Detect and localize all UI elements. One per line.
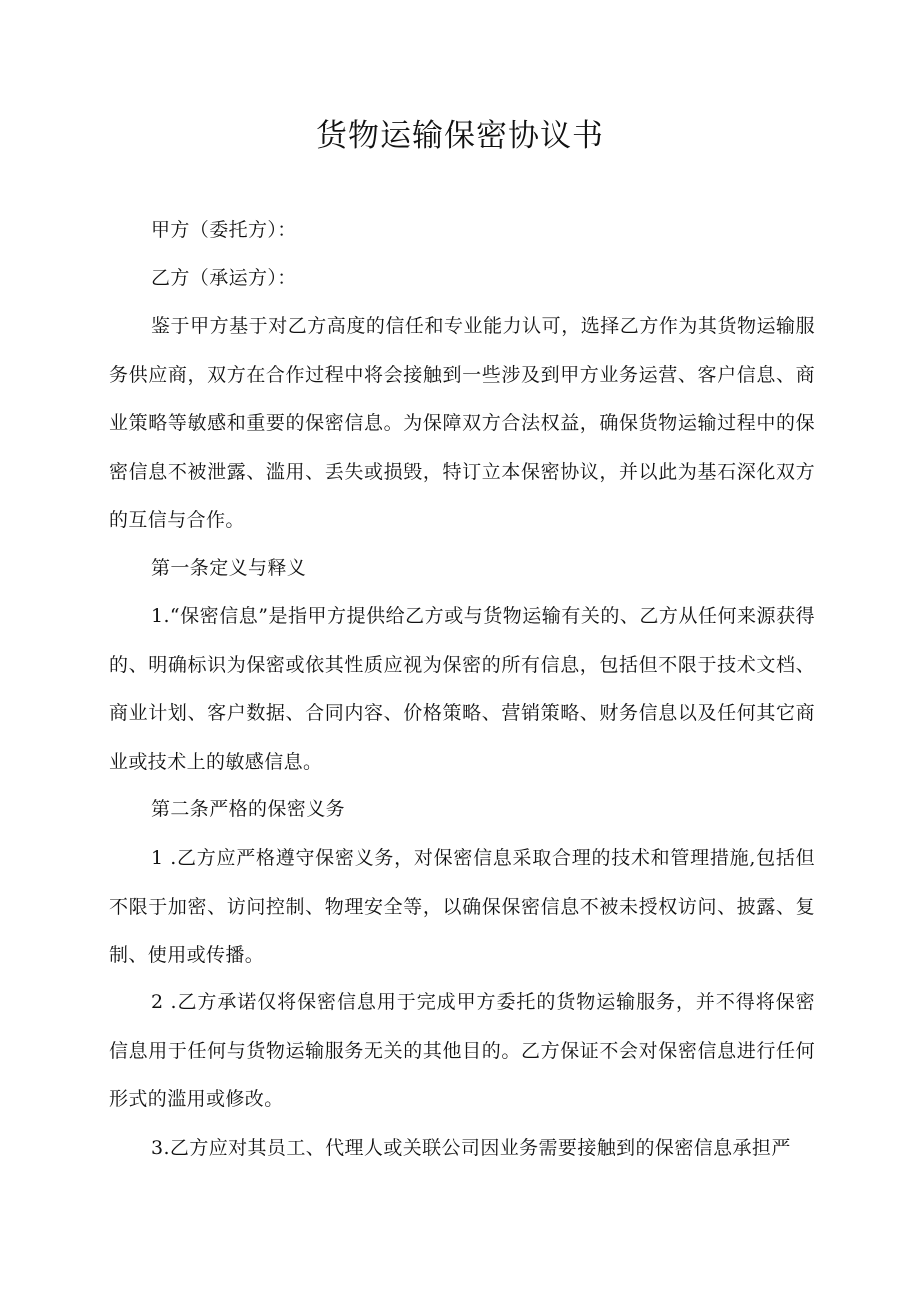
article-2-item-3: 3.乙方应对其员工、代理人或关联公司因业务需要接触到的保密信息承担严 bbox=[151, 1137, 791, 1159]
article-2-item-2: 2 .乙方承诺仅将保密信息用于完成甲方委托的货物运输服务，并不得将保密信息用于任何与货物运输服务无关的其他目的。乙方保证不会对保密信息进行任何形式的滥用或修改。 bbox=[109, 991, 815, 1110]
preamble-paragraph: 鉴于甲方基于对乙方高度的信任和专业能力认可，选择乙方作为其货物运输服务供应商，双方在合作过程中将会接触到一些涉及到甲方业务运营、客户信息、商业策略等敏感和重要的保密信息。为保障双方合法权益，确保货物运输过程中的保密信息不被泄露、滥用、丢失或损毁，特订立本保密协议，并以此为基石深化双方的互信与合作。 bbox=[109, 315, 815, 531]
article-2-heading: 第二条严格的保密义务 bbox=[151, 798, 346, 820]
party-b-line: 乙方（承运方）： bbox=[151, 267, 297, 289]
party-a-line: 甲方（委托方）： bbox=[151, 219, 297, 241]
article-1-item-1: 1.“保密信息”是指甲方提供给乙方或与货物运输有关的、乙方从任何来源获得的、明确标识为保密或依其性质应视为保密的所有信息，包括但不限于技术文档、商业计划、客户数据、合同内容、价格策略、营销策略、财务信息以及任何其它商业或技术上的敏感信息。 bbox=[109, 605, 815, 773]
article-1-heading: 第一条定义与释义 bbox=[151, 557, 307, 579]
document-title: 货物运输保密协议书 bbox=[316, 118, 604, 154]
article-2-item-1: 1 .乙方应严格遵守保密义务，对保密信息采取合理的技术和管理措施,包括但不限于加密、访问控制、物理安全等，以确保保密信息不被未授权访问、披露、复制、使用或传播。 bbox=[109, 847, 815, 966]
